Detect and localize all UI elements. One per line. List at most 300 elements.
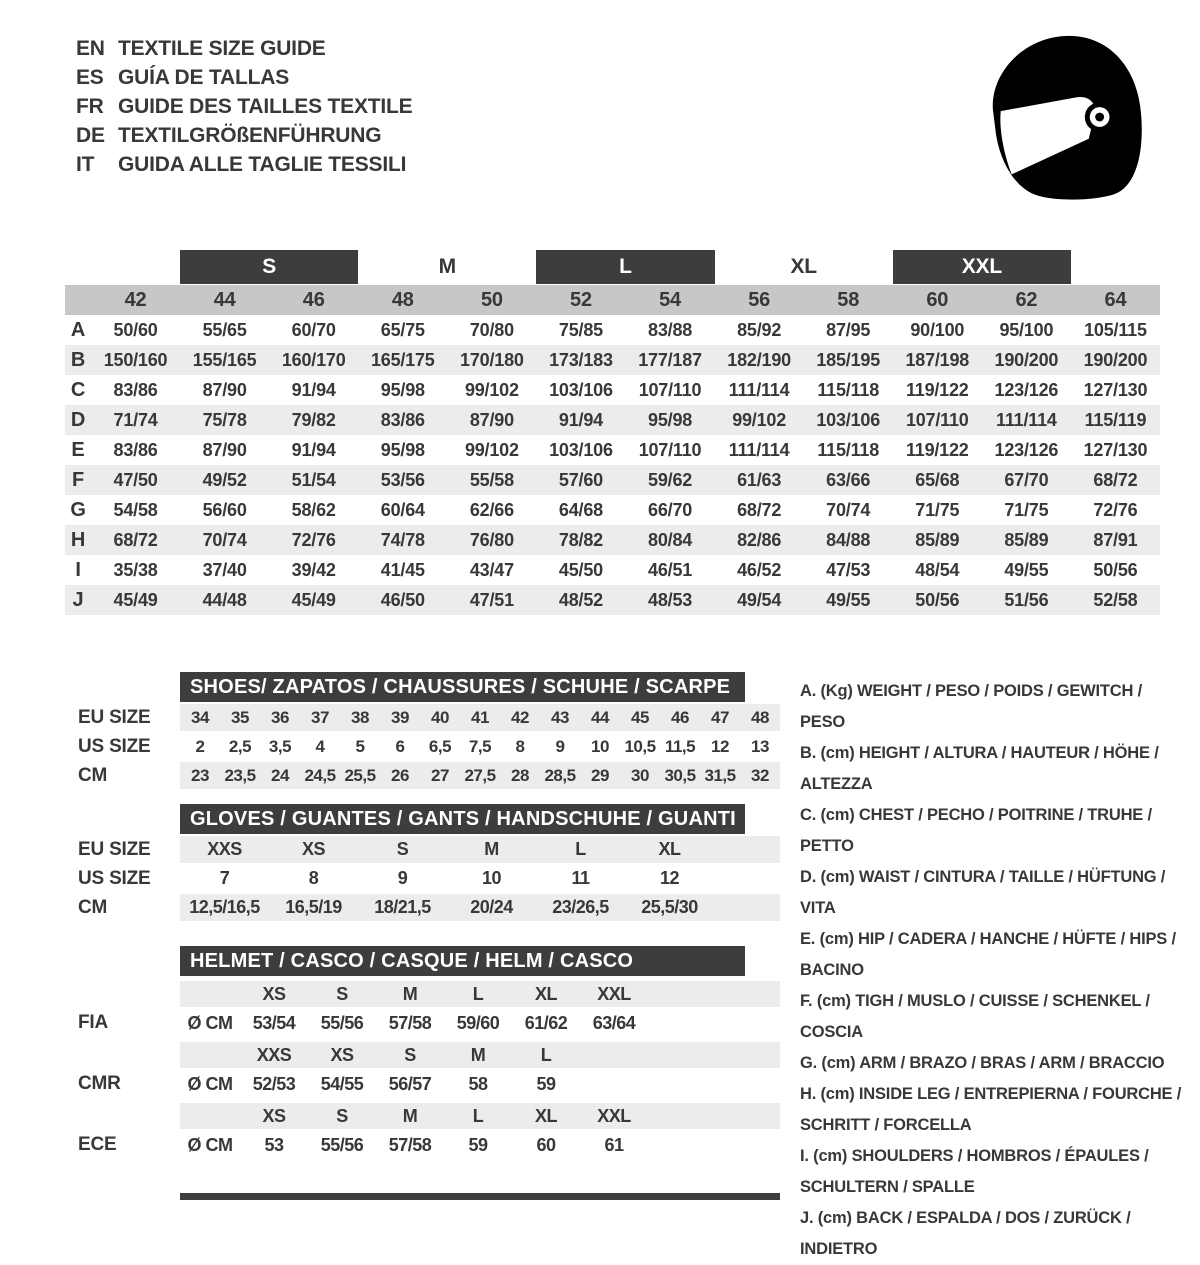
shoes-cell: 10,5 xyxy=(624,736,656,756)
size-table-row xyxy=(65,585,1160,615)
gloves-cell: 20/24 xyxy=(470,897,513,917)
size-cell: 83/88 xyxy=(648,319,693,340)
size-cell: 150/160 xyxy=(103,349,168,370)
legend-item-b: B. (cm) HEIGHT / ALTURA / HAUTEUR / HÖHE / ALTEZZA xyxy=(800,744,1159,793)
size-row-label: I xyxy=(75,558,81,581)
size-cell: 46/51 xyxy=(648,559,693,580)
size-cell: 103/106 xyxy=(549,379,613,400)
shoes-cell: 45 xyxy=(631,707,649,727)
helmet-title-bar: HELMET / CASCO / CASQUE / HELM / CASCO xyxy=(180,946,745,976)
size-table-row xyxy=(65,405,1160,435)
size-cell: 87/90 xyxy=(202,379,247,400)
legend-item-e: E. (cm) HIP / CADERA / HANCHE / HÜFTE / HIPS / BACINO xyxy=(800,930,1176,979)
helmet-unit-label: Ø CM xyxy=(187,1134,233,1155)
size-cell: 64/68 xyxy=(558,499,603,520)
shoes-cell: 26 xyxy=(391,765,409,785)
shoes-cell: 41 xyxy=(471,707,489,727)
size-row-label: B xyxy=(70,348,86,371)
shoes-cell: 2,5 xyxy=(228,736,252,756)
language-code: IT xyxy=(76,152,95,176)
helmet-size-label: S xyxy=(404,1044,416,1065)
helmet-size-label: XS xyxy=(262,1105,286,1126)
size-cell: 56/60 xyxy=(202,499,247,520)
size-cell: 123/126 xyxy=(994,439,1059,460)
gloves-values xyxy=(180,894,780,921)
language-title: TEXTILGRÖßENFÜHRUNG xyxy=(118,123,382,147)
size-cell: 79/82 xyxy=(291,409,336,430)
size-cell: 35/38 xyxy=(113,559,158,580)
size-cell: 85/89 xyxy=(1004,529,1049,550)
size-cell: 72/76 xyxy=(1093,499,1138,520)
gloves-cell: 10 xyxy=(481,868,502,888)
gloves-row xyxy=(65,836,845,863)
size-cell: 119/122 xyxy=(905,439,969,460)
size-cell: 190/200 xyxy=(994,349,1059,370)
helmet-size-label: S xyxy=(336,1105,348,1126)
gloves-cell: XS xyxy=(301,839,325,859)
size-cell: 46/52 xyxy=(737,559,782,580)
helmet-size-label: M xyxy=(402,983,418,1004)
gloves-row-label: US SIZE xyxy=(78,867,151,889)
shoes-cell: 9 xyxy=(555,736,565,756)
size-cell: 95/98 xyxy=(648,409,693,430)
size-cell: 170/180 xyxy=(460,349,524,370)
language-row xyxy=(76,34,412,63)
helmet-values xyxy=(180,1070,780,1098)
size-cell: 87/90 xyxy=(469,409,514,430)
helmet-size-label: XXL xyxy=(597,1105,631,1126)
size-group-label-l: L xyxy=(536,250,714,284)
language-row xyxy=(76,92,412,121)
gloves-cell: L xyxy=(575,839,586,859)
textile-size-table xyxy=(65,250,1160,615)
shoes-cell: 48 xyxy=(751,707,769,727)
helmet-size-label: L xyxy=(472,983,484,1004)
helmet-standard-label: ECE xyxy=(78,1134,117,1155)
size-cell: 111/114 xyxy=(728,379,790,400)
shoes-cell: 27,5 xyxy=(464,765,496,785)
size-column-header: 46 xyxy=(302,288,325,311)
size-cell: 99/102 xyxy=(732,409,787,430)
size-cell: 65/68 xyxy=(915,469,960,490)
gloves-cell: 12 xyxy=(659,868,680,888)
size-cell: 78/82 xyxy=(558,529,603,550)
legend-item-j: J. (cm) BACK / ESPALDA / DOS / ZURÜCK / INDIETRO xyxy=(800,1209,1131,1258)
helmet-size-headers xyxy=(180,981,780,1007)
gloves-row xyxy=(65,894,845,921)
gloves-row-label: CM xyxy=(78,896,108,918)
helmet-unit-label: Ø CM xyxy=(187,1012,233,1033)
helmet-cell: 56/57 xyxy=(388,1073,432,1094)
helmet-cell: 53/54 xyxy=(252,1012,296,1033)
size-cell: 50/56 xyxy=(1093,559,1138,580)
helmet-cell: 53 xyxy=(264,1134,284,1155)
gloves-cell: 11 xyxy=(571,868,590,888)
shoes-row-label: US SIZE xyxy=(78,735,151,757)
shoes-values xyxy=(180,762,780,789)
size-cell: 62/66 xyxy=(469,499,514,520)
helmet-size-header-spacer xyxy=(65,1103,180,1129)
shoes-cell: 36 xyxy=(271,707,289,727)
size-column-header-row xyxy=(65,285,1160,315)
shoes-cell: 10 xyxy=(591,736,609,756)
helmet-value-row-cmr xyxy=(65,1070,845,1098)
size-table-row xyxy=(65,375,1160,405)
size-cell: 107/110 xyxy=(638,379,702,400)
size-cell: 83/86 xyxy=(113,439,158,460)
size-cell: 173/183 xyxy=(549,349,613,370)
shoes-row-label: CM xyxy=(78,764,108,786)
size-row-label: D xyxy=(70,408,86,431)
helmet-value-row-ece xyxy=(65,1131,845,1159)
language-title: GUIDE DES TAILLES TEXTILE xyxy=(118,94,413,118)
helmet-size-label: XXS xyxy=(256,1044,292,1065)
language-row xyxy=(76,63,412,92)
size-table-row xyxy=(65,525,1160,555)
shoes-cell: 43 xyxy=(551,707,569,727)
size-cell: 75/85 xyxy=(558,319,603,340)
helmet-table-body xyxy=(65,981,845,1159)
size-cell: 68/72 xyxy=(113,529,158,550)
size-cell: 55/58 xyxy=(469,469,514,490)
shoes-cell: 44 xyxy=(591,707,609,727)
size-column-header: 58 xyxy=(837,288,860,311)
helmet-values xyxy=(180,1131,780,1159)
shoes-cell: 5 xyxy=(355,736,365,756)
size-column-header: 48 xyxy=(391,288,414,311)
size-cell: 107/110 xyxy=(905,409,969,430)
size-cell: 82/86 xyxy=(737,529,782,550)
size-cell: 44/48 xyxy=(202,589,247,610)
size-table-row xyxy=(65,315,1160,345)
helmet-size-table xyxy=(65,946,845,1159)
size-cell: 68/72 xyxy=(737,499,782,520)
size-cell: 48/52 xyxy=(558,589,603,610)
size-cell: 49/54 xyxy=(737,589,782,610)
size-cell: 95/98 xyxy=(380,439,425,460)
shoes-cell: 27 xyxy=(431,765,449,785)
size-cell: 58/62 xyxy=(291,499,336,520)
shoes-row xyxy=(65,762,845,789)
helmet-size-label: M xyxy=(402,1105,418,1126)
size-column-header: 50 xyxy=(480,288,503,311)
size-cell: 66/70 xyxy=(648,499,693,520)
size-table-body xyxy=(65,315,1160,615)
shoes-table-body xyxy=(65,704,845,789)
shoes-size-table xyxy=(65,672,845,789)
size-cell: 70/74 xyxy=(202,529,247,550)
size-cell: 47/51 xyxy=(469,589,514,610)
language-title: TEXTILE SIZE GUIDE xyxy=(118,36,326,60)
shoes-values xyxy=(180,704,780,731)
helmet-size-label: XL xyxy=(534,983,557,1004)
size-cell: 47/50 xyxy=(113,469,158,490)
gloves-size-table xyxy=(65,804,845,921)
language-title: GUIDA ALLE TAGLIE TESSILI xyxy=(118,152,407,176)
helmet-cell: 55/56 xyxy=(320,1134,364,1155)
size-cell: 52/58 xyxy=(1093,589,1138,610)
size-cell: 48/54 xyxy=(915,559,960,580)
helmet-size-headers xyxy=(180,1103,780,1129)
helmet-size-header-spacer xyxy=(65,1042,180,1068)
size-row-label: H xyxy=(70,528,86,551)
language-code: FR xyxy=(76,94,104,118)
size-cell: 54/58 xyxy=(113,499,158,520)
size-cell: 57/60 xyxy=(558,469,603,490)
gloves-cell: M xyxy=(484,839,499,859)
helmet-cell: 52/53 xyxy=(252,1073,296,1094)
shoes-cell: 13 xyxy=(751,736,769,756)
size-cell: 45/49 xyxy=(113,589,158,610)
shoes-cell: 30,5 xyxy=(664,765,696,785)
size-cell: 99/102 xyxy=(464,379,519,400)
size-cell: 127/130 xyxy=(1083,379,1148,400)
size-cell: 87/95 xyxy=(826,319,871,340)
size-table-row xyxy=(65,495,1160,525)
size-column-header: 62 xyxy=(1015,288,1038,311)
size-cell: 72/76 xyxy=(291,529,336,550)
gloves-cell: XL xyxy=(658,839,681,859)
shoes-cell: 38 xyxy=(351,707,369,727)
size-cell: 45/50 xyxy=(558,559,603,580)
helmet-size-label: XL xyxy=(534,1105,557,1126)
shoes-cell: 23,5 xyxy=(224,765,256,785)
size-cell: 115/119 xyxy=(1084,409,1147,430)
size-cell: 49/55 xyxy=(826,589,871,610)
size-cell: 51/56 xyxy=(1004,589,1049,610)
size-cell: 51/54 xyxy=(291,469,336,490)
shoes-title-bar: SHOES/ ZAPATOS / CHAUSSURES / SCHUHE / SCARPE xyxy=(180,672,745,702)
size-table-row xyxy=(65,555,1160,585)
legend-item-f: F. (cm) TIGH / MUSLO / CUISSE / SCHENKEL / COSCIA xyxy=(800,992,1150,1041)
helmet-size-label: XS xyxy=(262,983,286,1004)
size-cell: 45/49 xyxy=(291,589,336,610)
shoes-cell: 2 xyxy=(195,736,205,756)
legend-item-i: I. (cm) SHOULDERS / HOMBROS / ÉPAULES / SCHULTERN / SPALLE xyxy=(800,1147,1149,1196)
shoes-cell: 11,5 xyxy=(664,736,696,756)
helmet-cell: 55/56 xyxy=(320,1012,364,1033)
size-cell: 39/42 xyxy=(291,559,336,580)
helmet-size-header-row-fia xyxy=(65,981,845,1007)
size-column-header: 44 xyxy=(213,288,236,311)
helmet-size-label: XS xyxy=(330,1044,354,1065)
helmet-values xyxy=(180,1009,780,1037)
helmet-size-headers xyxy=(180,1042,780,1068)
size-cell: 103/106 xyxy=(549,439,613,460)
helmet-cell: 59/60 xyxy=(456,1012,500,1033)
helmet-cell: 57/58 xyxy=(388,1134,432,1155)
helmet-cell: 59 xyxy=(536,1073,556,1094)
size-cell: 103/106 xyxy=(816,409,881,430)
shoes-cell: 34 xyxy=(191,707,209,727)
size-row-label: C xyxy=(70,378,86,401)
helmet-cell: 61 xyxy=(604,1134,624,1155)
size-cell: 75/78 xyxy=(202,409,247,430)
size-column-header: 52 xyxy=(570,288,592,311)
language-code: ES xyxy=(76,65,104,89)
size-cell: 65/75 xyxy=(380,319,425,340)
helmet-size-label: S xyxy=(336,983,348,1004)
size-cell: 71/74 xyxy=(113,409,158,430)
shoes-cell: 23 xyxy=(191,765,209,785)
gloves-cell: 7 xyxy=(219,868,230,888)
shoes-cell: 28,5 xyxy=(544,765,576,785)
size-cell: 155/165 xyxy=(192,349,257,370)
helmet-unit-label: Ø CM xyxy=(187,1073,233,1094)
shoes-cell: 47 xyxy=(711,707,729,727)
size-cell: 115/118 xyxy=(817,379,880,400)
size-cell: 48/53 xyxy=(648,589,693,610)
size-cell: 119/122 xyxy=(905,379,969,400)
size-cell: 115/118 xyxy=(817,439,880,460)
helmet-size-label: L xyxy=(472,1105,484,1126)
size-cell: 111/114 xyxy=(728,439,790,460)
size-row-label: G xyxy=(70,498,86,521)
size-cell: 55/65 xyxy=(202,319,247,340)
helmet-cell: 58 xyxy=(468,1073,488,1094)
size-group-label-s: S xyxy=(180,250,358,284)
size-row-label: A xyxy=(70,318,86,341)
helmet-cell: 60 xyxy=(536,1134,556,1155)
shoes-cell: 29 xyxy=(591,765,609,785)
size-cell: 127/130 xyxy=(1083,439,1148,460)
gloves-cell: S xyxy=(396,839,409,859)
size-row-label: J xyxy=(72,588,84,611)
size-cell: 46/50 xyxy=(380,589,425,610)
size-cell: 80/84 xyxy=(648,529,693,550)
size-cell: 87/90 xyxy=(202,439,247,460)
measurement-legend xyxy=(800,676,1188,1265)
shoes-row xyxy=(65,704,845,731)
size-table-row xyxy=(65,345,1160,375)
shoes-cell: 31,5 xyxy=(704,765,736,785)
legend-item-g: G. (cm) ARM / BRAZO / BRAS / ARM / BRACCIO xyxy=(800,1054,1165,1072)
gloves-values xyxy=(180,865,780,892)
gloves-cell: 23/26,5 xyxy=(552,897,609,917)
shoes-cell: 7,5 xyxy=(468,736,492,756)
gloves-values xyxy=(180,836,780,863)
shoes-cell: 28 xyxy=(511,765,529,785)
shoes-cell: 25,5 xyxy=(344,765,376,785)
size-cell: 74/78 xyxy=(380,529,425,550)
gloves-row-label: EU SIZE xyxy=(78,838,151,860)
shoes-cell: 6 xyxy=(395,736,405,756)
size-cell: 85/89 xyxy=(915,529,960,550)
size-cell: 90/100 xyxy=(910,319,965,340)
shoes-cell: 32 xyxy=(751,765,769,785)
helmet-standard-label: FIA xyxy=(78,1012,109,1033)
shoes-cell: 39 xyxy=(391,707,409,727)
gloves-cell: XXS xyxy=(207,839,242,859)
shoes-cell: 4 xyxy=(315,736,325,756)
size-cell: 87/91 xyxy=(1093,529,1138,550)
size-row-label: F xyxy=(71,468,85,491)
size-group-label-xxl: XXL xyxy=(893,250,1071,284)
helmet-standard-label: CMR xyxy=(78,1073,121,1094)
size-corner-spacer xyxy=(65,285,91,315)
legend-item-h: H. (cm) INSIDE LEG / ENTREPIERNA / FOURCHE / SCHRITT / FORCELLA xyxy=(800,1085,1182,1134)
helmet-size-header-row-ece xyxy=(65,1103,845,1129)
helmet-size-label: L xyxy=(540,1044,552,1065)
size-cell: 91/94 xyxy=(291,439,336,460)
size-cell: 182/190 xyxy=(727,349,791,370)
size-cell: 95/98 xyxy=(380,379,425,400)
shoes-row-label: EU SIZE xyxy=(78,706,151,728)
gloves-cell: 8 xyxy=(308,868,319,888)
size-cell: 50/60 xyxy=(113,319,158,340)
size-cell: 49/55 xyxy=(1004,559,1049,580)
size-cell: 49/52 xyxy=(202,469,247,490)
size-cell: 123/126 xyxy=(994,379,1059,400)
helmet-cell: 61/62 xyxy=(524,1012,568,1033)
racing-helmet-icon xyxy=(972,30,1162,208)
shoes-cell: 3,5 xyxy=(268,736,292,756)
gloves-cell: 9 xyxy=(397,868,408,888)
helmet-size-header-spacer xyxy=(65,981,180,1007)
gloves-table-body xyxy=(65,836,845,921)
size-column-header: 64 xyxy=(1104,288,1127,311)
helmet-value-row-fia xyxy=(65,1009,845,1037)
size-cell: 59/62 xyxy=(648,469,693,490)
gloves-cell: 16,5/19 xyxy=(285,897,342,917)
size-cell: 107/110 xyxy=(638,439,702,460)
helmet-cell: 59 xyxy=(468,1134,488,1155)
size-table-row xyxy=(65,435,1160,465)
shoes-cell: 30 xyxy=(631,765,649,785)
legend-item-d: D. (cm) WAIST / CINTURA / TAILLE / HÜFTUNG / VITA xyxy=(800,868,1166,917)
language-row xyxy=(76,121,412,150)
size-cell: 95/100 xyxy=(999,319,1054,340)
shoes-cell: 12 xyxy=(711,736,729,756)
size-column-header: 54 xyxy=(659,288,681,311)
size-cell: 37/40 xyxy=(202,559,247,580)
gloves-cell: 18/21,5 xyxy=(374,897,431,917)
helmet-size-label: M xyxy=(470,1044,486,1065)
size-cell: 84/88 xyxy=(826,529,871,550)
gloves-row xyxy=(65,865,845,892)
helmet-size-header-row-cmr xyxy=(65,1042,845,1068)
shoes-cell: 46 xyxy=(671,707,689,727)
size-cell: 91/94 xyxy=(291,379,336,400)
size-cell: 60/70 xyxy=(291,319,336,340)
size-cell: 43/47 xyxy=(469,559,514,580)
gloves-title-bar: GLOVES / GUANTES / GANTS / HANDSCHUHE / GUANTI xyxy=(180,804,745,834)
size-cell: 60/64 xyxy=(380,499,425,520)
size-cell: 105/115 xyxy=(1084,319,1147,340)
size-group-header-row xyxy=(65,250,1160,284)
helmet-cell: 54/55 xyxy=(320,1073,364,1094)
language-code: DE xyxy=(76,123,105,147)
legend-item-c: C. (cm) CHEST / PECHO / POITRINE / TRUHE / PETTO xyxy=(800,806,1152,855)
size-cell: 41/45 xyxy=(380,559,425,580)
shoes-cell: 6,5 xyxy=(428,736,452,756)
helmet-cell: 57/58 xyxy=(388,1012,432,1033)
size-cell: 83/86 xyxy=(380,409,425,430)
size-table-row xyxy=(65,465,1160,495)
size-cell: 71/75 xyxy=(915,499,960,520)
size-column-header: 60 xyxy=(926,288,949,311)
shoes-cell: 40 xyxy=(431,707,449,727)
size-cell: 47/53 xyxy=(826,559,871,580)
cut-off-section-bar xyxy=(180,1193,780,1200)
helmet-size-label: XXL xyxy=(597,983,631,1004)
language-row xyxy=(76,150,412,179)
size-column-header: 56 xyxy=(748,288,771,311)
size-row-label: E xyxy=(71,438,85,461)
size-cell: 61/63 xyxy=(737,469,782,490)
size-cell: 71/75 xyxy=(1004,499,1049,520)
size-cell: 185/195 xyxy=(816,349,881,370)
